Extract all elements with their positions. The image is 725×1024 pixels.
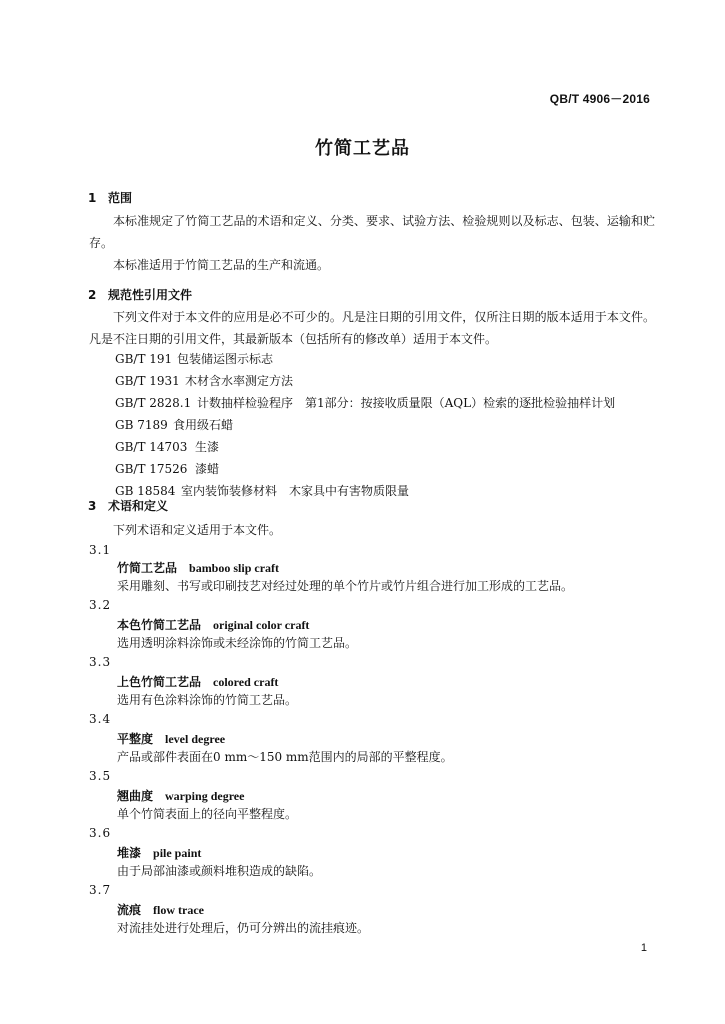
clause-number: 3.4 — [89, 712, 112, 726]
reference-code: GB/T 14703 — [115, 440, 188, 454]
reference-title: 木材含水率测定方法 — [185, 374, 294, 388]
page-number: 1 — [640, 942, 647, 954]
term-definition: 由于局部油漆或颜料堆积造成的缺陷。 — [117, 864, 322, 878]
reference-code: GB 18584 — [115, 484, 176, 498]
clause-number: 3.5 — [89, 769, 112, 783]
standard-code: QB/T 4906－2016 — [549, 92, 650, 106]
section-2-intro — [89, 306, 655, 350]
clause-number: 3.3 — [89, 655, 112, 669]
reference-title: 计数抽样检验程序 第1部分：按接收质量限（AQL）检索的逐批检验抽样计划 — [197, 396, 616, 410]
reference-title: 食用级石蜡 — [173, 418, 234, 432]
section-1-heading — [88, 189, 132, 206]
section-1-body — [89, 210, 655, 276]
term-definition: 单个竹简表面上的径向平整程度。 — [117, 807, 298, 821]
term-zh: 流痕 — [117, 903, 142, 917]
reference-item — [115, 372, 293, 389]
term-entry — [117, 559, 279, 576]
reference-title: 室内装饰装修材料 木家具中有害物质限量 — [181, 484, 410, 498]
term-definition: 产品或部件表面在0 mm～150 mm范围内的局部的平整程度。 — [117, 750, 453, 764]
term-zh: 堆漆 — [117, 846, 142, 860]
section-title: 规范性引用文件 — [108, 288, 193, 302]
reference-code: GB 7189 — [115, 418, 168, 432]
reference-title: 漆蜡 — [195, 462, 220, 476]
paragraph: 下列文件对于本文件的应用是必不可少的。凡是注日期的引用文件，仅所注日期的版本适用于本文件。凡是不注日期的引用文件，其最新版本（包括所有的修改单）适用于本文件。 — [89, 310, 655, 346]
term-zh: 翘曲度 — [117, 789, 154, 803]
term-zh: 上色竹简工艺品 — [117, 675, 202, 689]
term-en: bamboo slip craft — [189, 561, 280, 575]
reference-item — [115, 350, 273, 367]
reference-title: 生漆 — [195, 440, 220, 454]
section-title: 术语和定义 — [108, 499, 169, 513]
term-definition: 对流挂处进行处理后，仍可分辨出的流挂痕迹。 — [117, 921, 370, 935]
term-definition: 采用雕刻、书写或印刷技艺对经过处理的单个竹片或竹片组合进行加工形成的工艺品。 — [117, 579, 574, 593]
term-entry — [117, 787, 244, 804]
term-definition: 选用有色涂料涂饰的竹简工艺品。 — [117, 693, 298, 707]
reference-code: GB/T 1931 — [115, 374, 180, 388]
paragraph: 下列术语和定义适用于本文件。 — [113, 523, 282, 537]
term-entry — [117, 901, 204, 918]
section-number: 2 — [88, 288, 97, 302]
term-entry — [117, 673, 278, 690]
clause-number: 3.2 — [89, 598, 112, 612]
reference-title: 包装储运图示标志 — [177, 352, 274, 366]
term-en: pile paint — [153, 846, 202, 860]
term-entry — [117, 616, 309, 633]
section-number: 3 — [88, 499, 97, 513]
term-en: original color craft — [213, 618, 310, 632]
term-entry — [117, 844, 201, 861]
term-en: level degree — [165, 732, 226, 746]
clause-number: 3.6 — [89, 826, 112, 840]
reference-code: GB/T 191 — [115, 352, 173, 366]
term-zh: 竹简工艺品 — [117, 561, 178, 575]
page-title: 竹简工艺品 — [315, 138, 410, 159]
term-en: colored craft — [213, 675, 279, 689]
section-3-intro — [89, 519, 655, 541]
term-zh: 本色竹简工艺品 — [117, 618, 202, 632]
term-zh: 平整度 — [117, 732, 154, 746]
term-en: warping degree — [165, 789, 245, 803]
clause-number: 3.1 — [89, 543, 112, 557]
paragraph: 本标准适用于竹简工艺品的生产和流通。 — [113, 258, 330, 272]
clause-number: 3.7 — [89, 883, 112, 897]
term-entry — [117, 730, 225, 747]
reference-item — [115, 460, 219, 477]
reference-item — [115, 416, 233, 433]
reference-code: GB/T 2828.1 — [115, 396, 192, 410]
reference-item — [115, 394, 615, 411]
term-definition: 选用透明涂料涂饰或未经涂饰的竹简工艺品。 — [117, 636, 358, 650]
section-title: 范围 — [108, 191, 133, 205]
section-3-heading — [88, 497, 168, 514]
section-2-heading — [88, 286, 192, 303]
term-en: flow trace — [153, 903, 204, 917]
section-number: 1 — [88, 191, 97, 205]
reference-item — [115, 438, 219, 455]
reference-code: GB/T 17526 — [115, 462, 188, 476]
paragraph: 本标准规定了竹简工艺品的术语和定义、分类、要求、试验方法、检验规则以及标志、包装、运输和贮存。 — [89, 214, 655, 250]
